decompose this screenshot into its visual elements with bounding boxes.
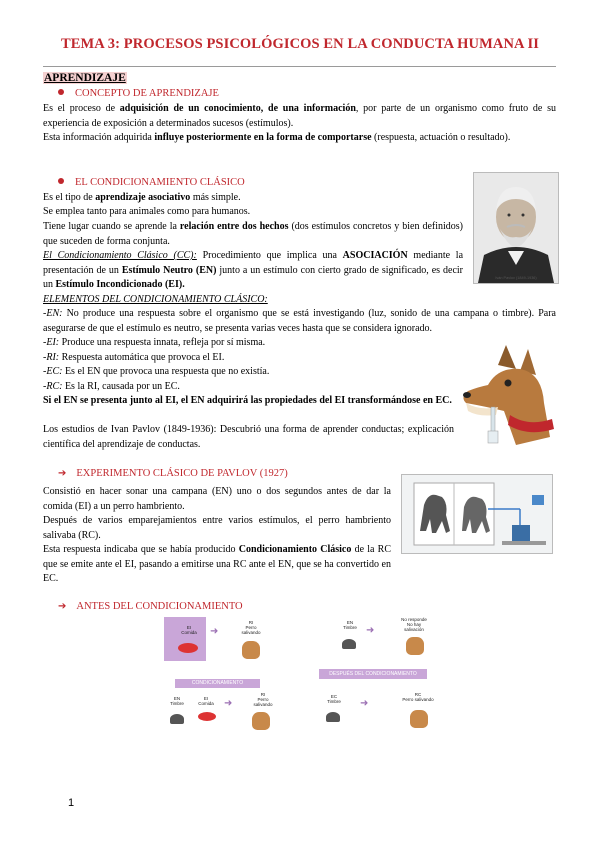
diagram-before-ei <box>164 617 274 667</box>
concepto-paragraph-1: Es el proceso de adquisición de un conocimiento, de una información, por parte de un organismo como fruto de su experiencia de exposición a determinados sucesos (estímulos). <box>43 103 556 129</box>
ri-label: RI Perro salivando <box>241 620 261 635</box>
clasico-line-1: Es el tipo de aprendizaje asociativo más simple. <box>43 192 241 203</box>
food-bowl-icon <box>178 643 198 653</box>
bell-icon <box>326 712 340 722</box>
section-heading: APRENDIZAJE <box>44 72 126 84</box>
cc-definition: El Condicionamiento Clásico (CC): Procedimiento que implica una ASOCIACIÓN mediante la presentación de un Estímulo Neutro (EN) junto a un estímulo con cierto grado de significado, es decir un Estímulo Incondicionado (EI). <box>43 250 464 290</box>
clasico-heading: EL CONDICIONAMIENTO CLÁSICO <box>58 177 245 188</box>
ec-definition: -EC: Es el EN que provoca una respuesta que no existía. <box>43 366 270 377</box>
experiment-illustration <box>401 474 553 554</box>
arrow-icon: ➔ <box>58 468 67 479</box>
bullet-icon <box>58 178 64 184</box>
arrow-icon: ➜ <box>360 698 369 709</box>
diagram-conditioning <box>162 690 282 736</box>
page-title: TEMA 3: PROCESOS PSICOLÓGICOS EN LA CONDUCTA HUMANA II <box>60 36 540 52</box>
conditioning-band: CONDICIONAMIENTO <box>175 679 260 688</box>
dog-icon <box>410 710 428 728</box>
dog-illustration <box>458 345 558 450</box>
ri-definition: -RI: Respuesta automática que provoca el EI. <box>43 352 225 363</box>
en-definition: -EN: No produce una respuesta sobre el organismo que se está investigando (luz, sonido de una campana o timbre). Para asegurarse de que el estímulo es neutro, se presenta varias veces hasta que se considera ignorado. <box>43 308 556 334</box>
dog-icon <box>406 637 424 655</box>
arrow-icon: ➔ <box>58 601 67 612</box>
title-divider <box>43 66 556 67</box>
pavlov-studies: Los estudios de Ivan Pavlov (1849-1936): Descubrió una forma de aprender conductas; explicación científica del aprendizaje de conductas. <box>43 424 454 450</box>
clasico-line-2: Se emplea tanto para animales como para humanos. <box>43 206 251 217</box>
arrow-icon: ➜ <box>210 626 219 637</box>
elementos-heading: ELEMENTOS DEL CONDICIONAMIENTO CLÁSICO: <box>43 294 268 305</box>
experimento-heading: ➔ EXPERIMENTO CLÁSICO DE PAVLOV (1927) <box>58 468 288 479</box>
ri-label: RI Perro salivando <box>253 692 273 707</box>
photo-caption: Iván Pavlov (1849-1936) <box>495 276 537 280</box>
bell-icon <box>342 639 356 649</box>
arrow-icon: ➜ <box>224 698 233 709</box>
ei-label: EI Comida <box>181 625 197 635</box>
clasico-line-3: Tiene lugar cuando se aprende la relación entre dos hechos (dos estímulos concretos y bien definidos) que suceden de forma conjunta. <box>43 221 464 247</box>
antes-heading: ➔ ANTES DEL CONDICIONAMIENTO <box>58 601 243 612</box>
transformation-statement: Si el EN se presenta junto al EI, el EN adquirirá las propiedades del EI transformándose en EC. <box>43 395 452 406</box>
concepto-paragraph-2: Esta información adquirida influye posteriormente en la forma de comportarse (respuesta, actuación o resultado). <box>43 132 511 143</box>
purple-block <box>164 617 206 661</box>
after-conditioning-band: DESPUÉS DEL CONDICIONAMIENTO <box>319 669 427 679</box>
bell-icon <box>170 714 184 724</box>
page-number: 1 <box>68 797 75 809</box>
rc-label: RC Perro salivando <box>402 692 434 702</box>
experimento-paragraph-3: Esta respuesta indicaba que se había producido Condicionamiento Clásico de la RC que se emite ante el EI, pasando a emitirse una RC ante el EN, que se ha convertido en EC. <box>43 544 391 584</box>
food-bowl-icon <box>198 712 216 721</box>
arrow-icon: ➜ <box>366 625 375 636</box>
bullet-icon <box>58 89 64 95</box>
ei-label: EI Comida <box>198 696 214 706</box>
no-response-label: No responde No hay salivación <box>401 617 427 632</box>
experimento-paragraph-1: Consistió en hacer sonar una campana (EN) uno o dos segundos antes de dar la comida (EI) a un perro hambriento. <box>43 486 391 512</box>
en-label: EN Timbre <box>343 620 357 630</box>
diagram-before-en <box>336 617 446 667</box>
ec-label: EC Timbre <box>327 694 341 704</box>
dog-icon <box>252 712 270 730</box>
concepto-heading: CONCEPTO DE APRENDIZAJE <box>58 88 219 99</box>
pavlov-photo <box>473 172 559 284</box>
experimento-paragraph-2: Después de varios emparejamientos entre varios estímulos, el perro hambriento salivaba (RC). <box>43 515 391 541</box>
rc-definition: -RC: Es la RI, causada por un EC. <box>43 381 180 392</box>
en-label: EN Timbre <box>170 696 184 706</box>
dog-icon <box>242 641 260 659</box>
ei-definition: -EI: Produce una respuesta innata, refleja por sí misma. <box>43 337 266 348</box>
diagram-after <box>318 690 448 736</box>
